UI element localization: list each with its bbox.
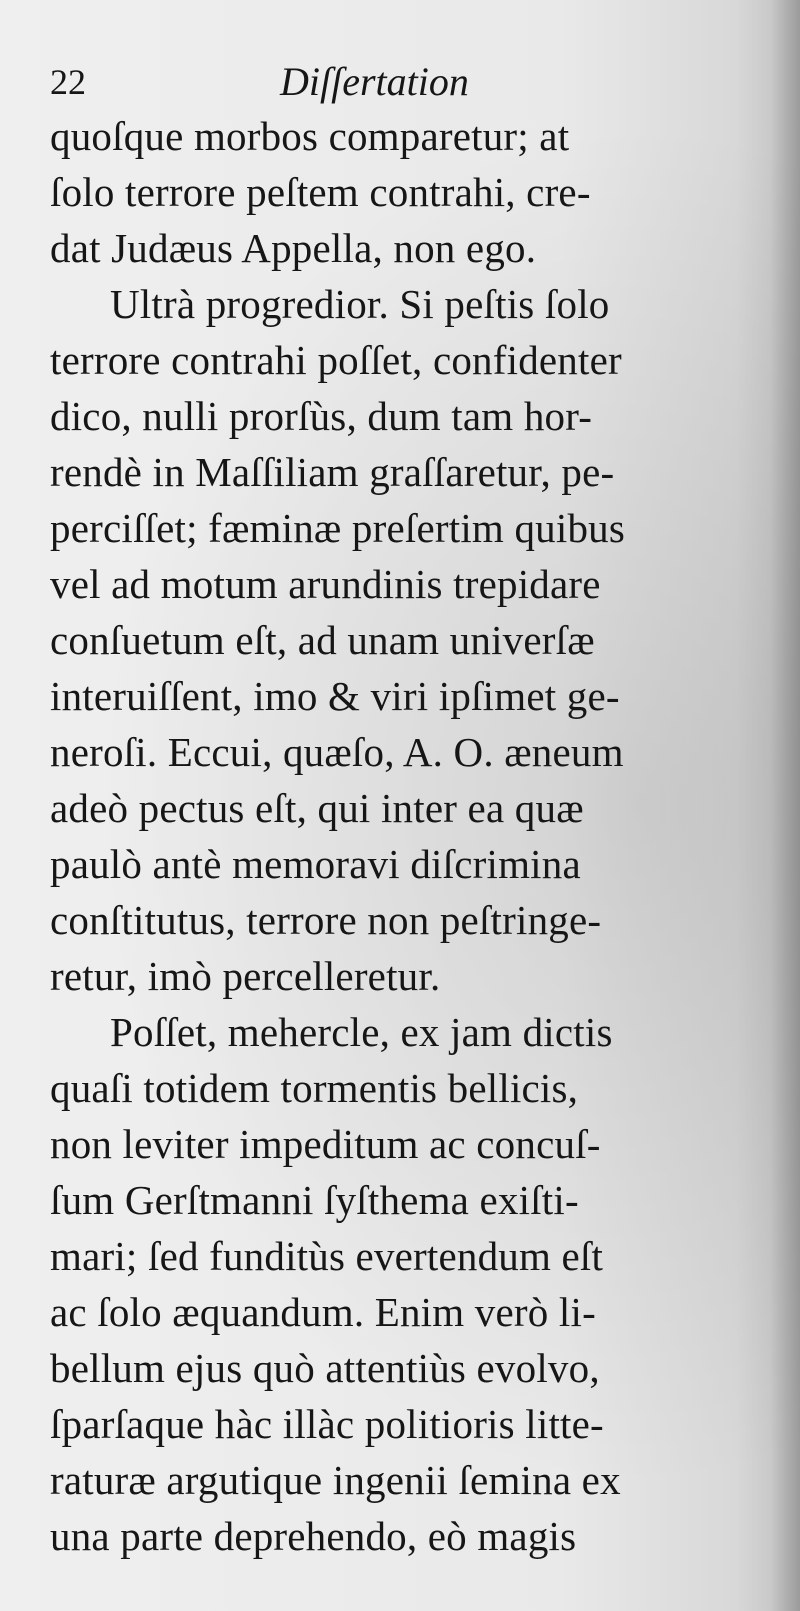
text-line: ac ſolo æquandum. Enim verò li- <box>50 1289 596 1335</box>
text-line: retur, imò percelleretur. <box>50 953 441 999</box>
text-line: mari; ſed funditùs evertendum eſt <box>50 1233 604 1279</box>
text-line: Ultrà progredior. Si peſtis ſolo <box>110 281 610 327</box>
text-line: quoſque morbos comparetur; at <box>50 113 570 159</box>
text-line: una parte deprehendo, eò magis <box>50 1513 577 1559</box>
text-line: vel ad motum arundinis trepidare <box>50 561 601 607</box>
text-line: perciſſet; fæminæ preſertim quibus <box>50 505 625 551</box>
text-line: conſtitutus, terrore non peſtringe- <box>50 897 602 943</box>
text-line: terrore contrahi poſſet, confidenter <box>50 337 622 383</box>
page-number: 22 <box>50 62 86 102</box>
text-line: ſparſaque hàc illàc politioris litte- <box>50 1401 604 1447</box>
text-line: conſuetum eſt, ad unam univerſæ <box>50 617 595 663</box>
text-line: raturæ argutique ingenii ſemina ex <box>50 1457 621 1503</box>
page-edge-shadow <box>770 0 800 1611</box>
text-line: rendè in Maſſiliam graſſaretur, pe- <box>50 449 615 495</box>
text-line: paulò antè memoravi diſcrimina <box>50 841 581 887</box>
text-line: adeò pectus eſt, qui inter ea quæ <box>50 785 584 831</box>
text-line: neroſi. Eccui, quæſo, A. O. æneum <box>50 729 624 775</box>
text-line: interuiſſent, imo & viri ipſimet ge- <box>50 673 620 719</box>
text-line: quaſi totidem tormentis bellicis, <box>50 1065 579 1111</box>
page-header <box>50 52 750 112</box>
text-line: non leviter impeditum ac concuſ- <box>50 1121 601 1167</box>
text-line: dico, nulli prorſùs, dum tam hor- <box>50 393 593 439</box>
text-line: ſum Gerſtmanni ſyſthema exiſti- <box>50 1177 579 1223</box>
text-line: ſolo terrore peſtem contrahi, cre- <box>50 169 591 215</box>
body-text <box>50 108 750 1564</box>
text-line: dat Judæus Appella, non ego. <box>50 225 537 271</box>
running-title: Diſſertation <box>280 59 469 104</box>
text-line: Poſſet, mehercle, ex jam dictis <box>110 1009 613 1055</box>
text-line: bellum ejus quò attentiùs evolvo, <box>50 1345 600 1391</box>
